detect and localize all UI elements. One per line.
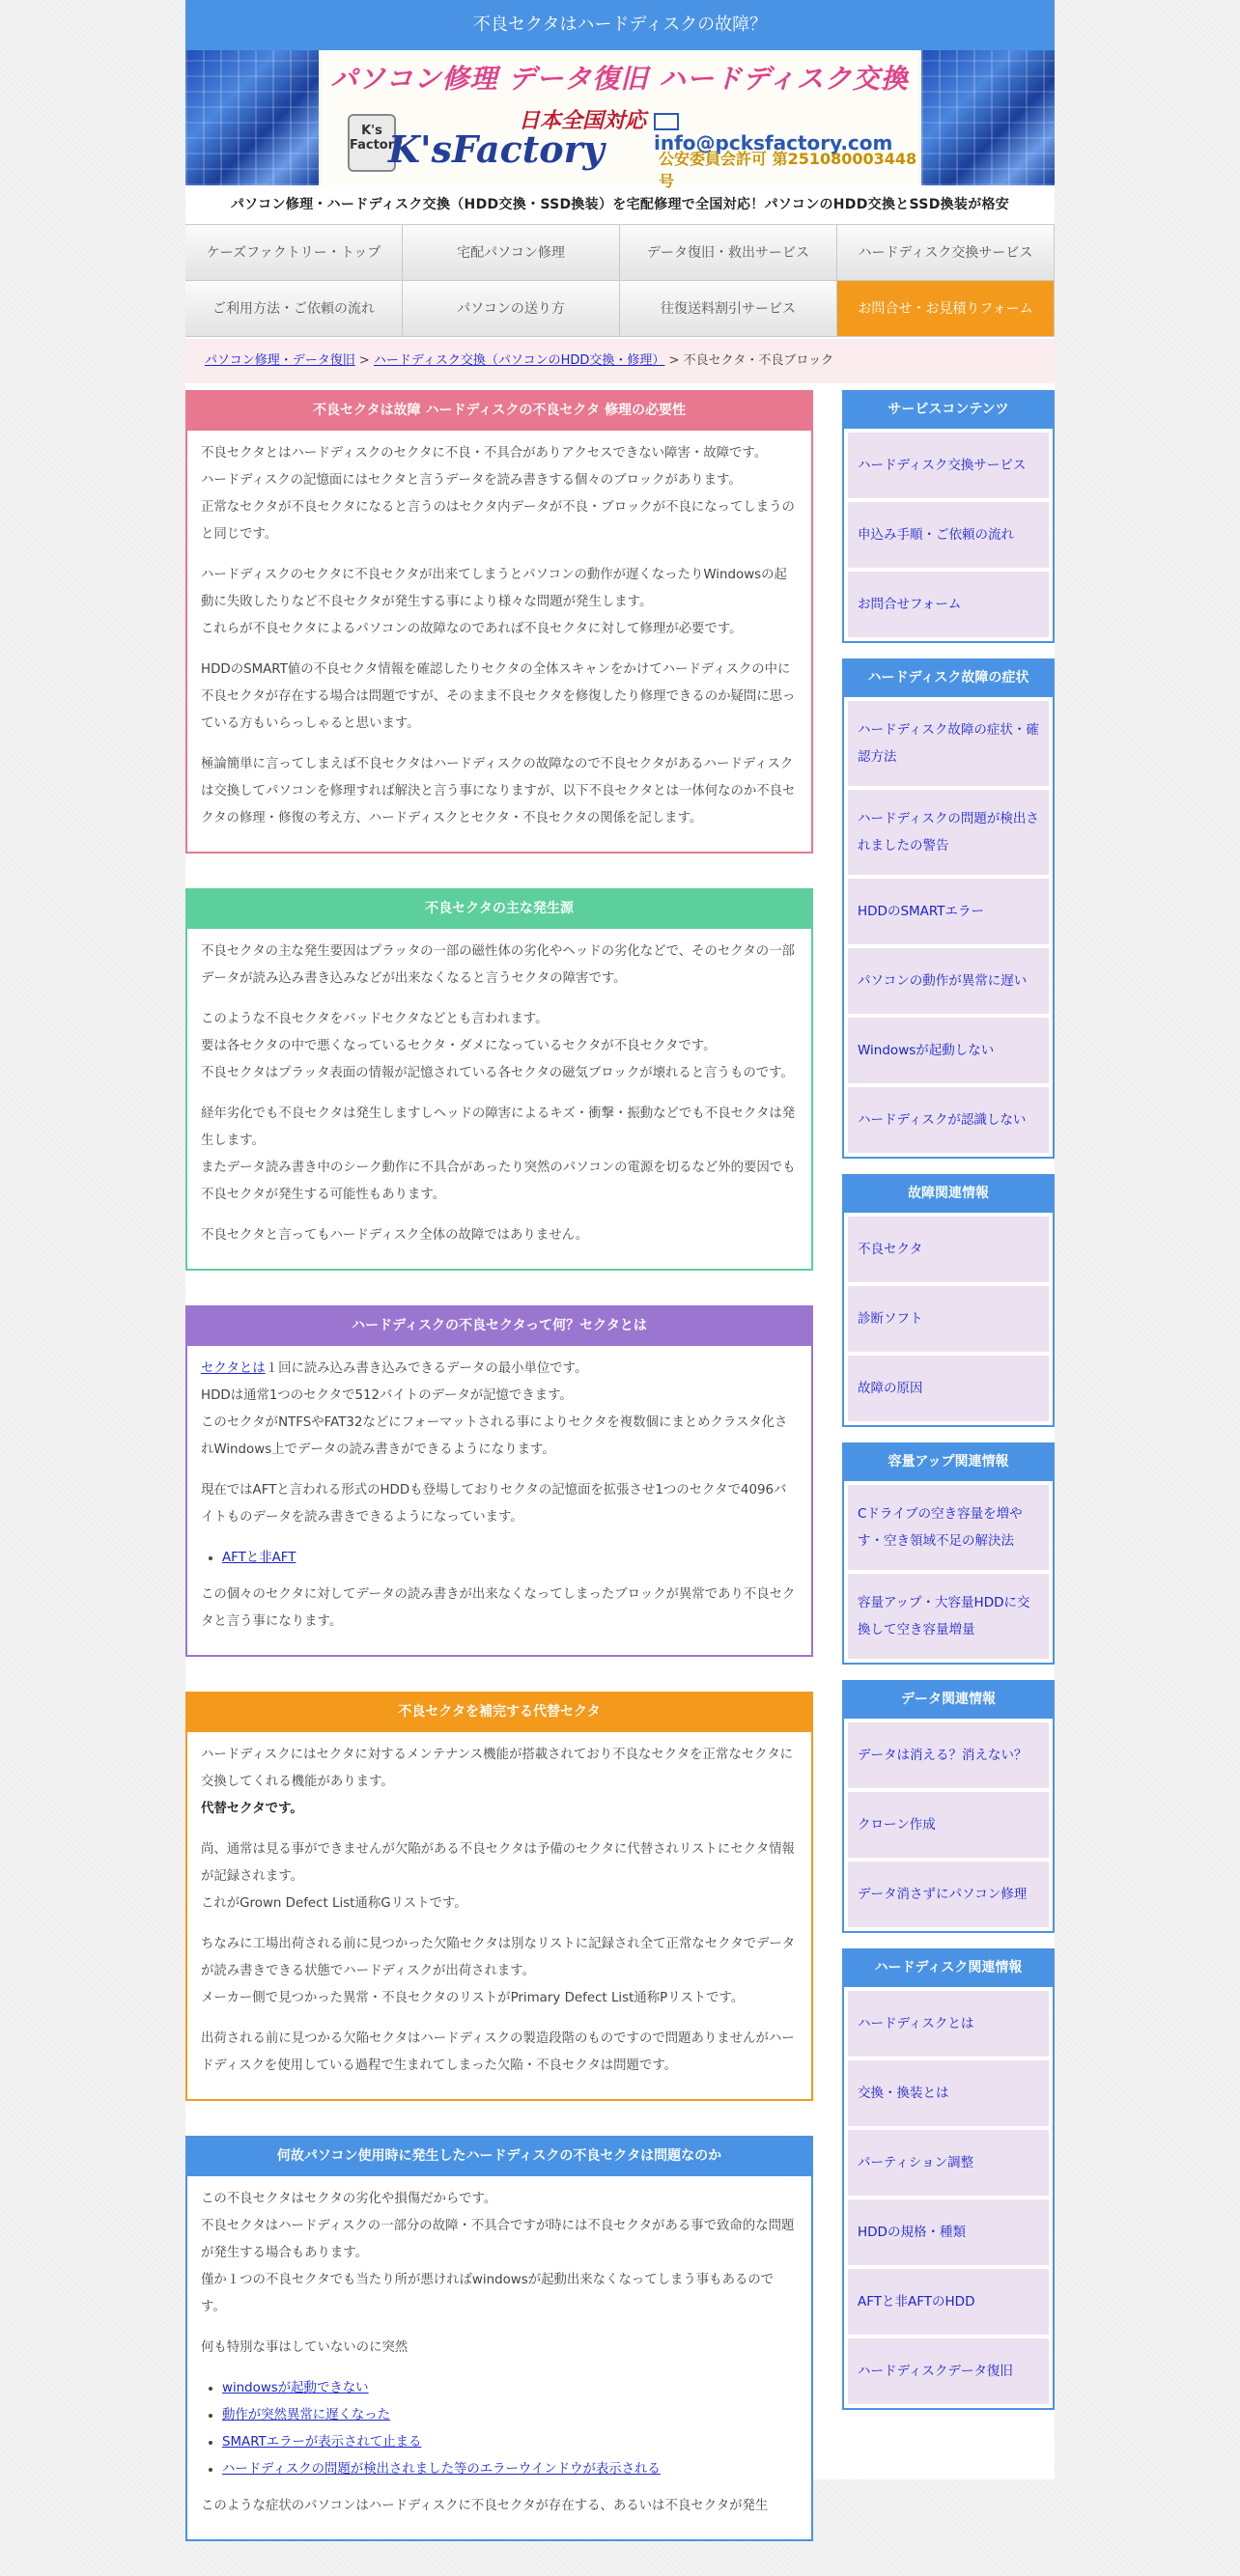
paragraph: 不良セクタとはハードディスクのセクタに不良・不具合がありアクセスできない障害・故障です。	[201, 446, 768, 461]
paragraph: 僅か１つの不良セクタでも当たり所が悪ければwindowsが起動出来なくなってしまう事もあるのです。	[201, 2273, 775, 2314]
nav-data-recovery[interactable]: データ復旧・救出サービス	[620, 225, 837, 281]
symptom-link[interactable]: SMARTエラーが表示されて止まる	[222, 2435, 422, 2450]
section-bad-sector-failure	[185, 390, 813, 854]
paragraph: 正常なセクタが不良セクタになると言うのはセクタ内データが不良・ブロックが不良になってしまうのと同じです。	[201, 500, 795, 542]
paragraph: またデータ読み書き中のシーク動作に不具合があったり突然のパソコンの電源を切るなど外的要因でも不良セクタが発生する可能性もあります。	[201, 1161, 796, 1202]
sidebar-link[interactable]: ハードディスクとは	[848, 1991, 1049, 2057]
paragraph: このような不良セクタをバッドセクタなどとも言われます。	[201, 1012, 549, 1026]
sidebar-link[interactable]: AFTと非AFTのHDD	[848, 2269, 1049, 2335]
sidebar-link[interactable]: 不良セクタ	[848, 1217, 1049, 1282]
breadcrumb-separator: >	[664, 353, 684, 368]
paragraph: このような症状のパソコンはハードディスクに不良セクタが存在する、あるいは不良セクタが発生	[201, 2499, 769, 2513]
section-bad-sector-causes	[185, 888, 813, 1271]
breadcrumb-separator: >	[354, 353, 374, 368]
page-title: 不良セクタはハードディスクの故障？	[185, 0, 1055, 50]
sidebar-link[interactable]: ハードディスクデータ復旧	[848, 2338, 1049, 2404]
paragraph: ハードディスクの記憶面にはセクタと言うデータを読み書きする個々のブロックがあります。	[201, 473, 742, 488]
section-heading: 不良セクタは故障 ハードディスクの不良セクタ 修理の必要性	[185, 390, 813, 431]
sidebar-link[interactable]: データ消さずにパソコン修理	[848, 1862, 1049, 1927]
sidebar-link[interactable]: パソコンの動作が異常に遅い	[848, 948, 1049, 1014]
keyboard-image-left	[185, 50, 319, 185]
sidebar-link[interactable]: ハードディスクが認識しない	[848, 1087, 1049, 1153]
paragraph: 出荷される前に見つかる欠陥セクタはハードディスクの製造段階のものですので問題ありませんがハードディスクを使用している過程で生まれてしまった欠陥・不良セクタは問題です。	[201, 2031, 795, 2073]
banner-main	[321, 50, 919, 190]
banner-brand: K'sFactory	[388, 127, 605, 171]
section-substitute-sector	[185, 1692, 813, 2101]
paragraph: ちなみに工場出荷される前に見つかった欠陥セクタは別なリストに記録され全て正常なセクタでデータが読み書きできる状態でハードディスクが出荷されます。	[201, 1937, 796, 1978]
sidebar-link[interactable]: HDDのSMARTエラー	[848, 879, 1049, 944]
symptom-link[interactable]: windowsが起動できない	[222, 2381, 369, 2395]
paragraph: １回に読み込み書き込みできるデータの最小単位です。	[265, 1361, 588, 1376]
nav-hdd-exchange[interactable]: ハードディスク交換サービス	[837, 225, 1055, 281]
sidebar-link[interactable]: ハードディスクの問題が検出されましたの警告	[848, 790, 1049, 875]
sidebar-heading: ハードディスク関連情報	[842, 1948, 1055, 1987]
paragraph: これがGrown Defect List通称Gリストです。	[201, 1896, 467, 1911]
sidebar-heading: データ関連情報	[842, 1680, 1055, 1719]
banner-area: 日本全国対応	[519, 109, 647, 133]
sidebar-link[interactable]: ハードディスク交換サービス	[848, 433, 1049, 498]
sidebar-link[interactable]: 故障の原因	[848, 1356, 1049, 1421]
sidebar-box-hdd-info	[842, 1948, 1055, 2410]
section-heading: 不良セクタの主な発生源	[185, 888, 813, 929]
nav-shipping[interactable]: パソコンの送り方	[403, 281, 620, 337]
nav-how-to-use[interactable]: ご利用方法・ご依頼の流れ	[185, 281, 403, 337]
sidebar-link[interactable]: ハードディスク故障の症状・確認方法	[848, 701, 1049, 786]
paragraph: HDDは通常1つのセクタで512バイトのデータが記憶できます。	[201, 1388, 573, 1403]
sidebar-box-symptoms	[842, 658, 1055, 1159]
paragraph: ハードディスクのセクタに不良セクタが出来てしまうとパソコンの動作が遅くなったりWindowsの起動に失敗したりなど不良セクタが発生する事により様々な問題が発生します。	[201, 568, 787, 609]
breadcrumb-current: 不良セクタ・不良ブロック	[683, 353, 834, 368]
section-what-is-sector	[185, 1305, 813, 1657]
keyboard-image-right	[921, 50, 1055, 185]
site-tagline: パソコン修理・ハードディスク交換（HDD交換・SSD換装）を宅配修理で全国対応！パソコンのHDD交換とSSD換装が格安	[230, 197, 1010, 212]
paragraph: 尚、通常は見る事ができませんが欠陥がある不良セクタは予備のセクタに代替されリストにセクタ情報が記録されます。	[201, 1842, 795, 1884]
sidebar-heading: ハードディスク故障の症状	[842, 658, 1055, 697]
banner-services: パソコン修理 データ復旧 ハードディスク交換	[330, 63, 909, 95]
main-content	[185, 390, 813, 2576]
paragraph: 要は各セクタの中で悪くなっているセクタ・ダメになっているセクタが不良セクタです。	[201, 1039, 717, 1053]
sidebar-link[interactable]: Cドライブの空き容量を増やす・空き領域不足の解決法	[848, 1485, 1049, 1570]
breadcrumb-hdd-link[interactable]: ハードディスク交換（パソコンのHDD交換・修理）	[373, 353, 665, 368]
page-wrapper	[185, 0, 1055, 2513]
section-heading: ハードディスクの不良セクタって何？セクタとは	[185, 1305, 813, 1346]
sidebar-link[interactable]: Windowsが起動しない	[848, 1018, 1049, 1083]
site-banner[interactable]	[185, 50, 1055, 190]
paragraph: 経年劣化でも不良セクタは発生しますしヘッドの障害によるキズ・衝撃・振動などでも不良セクタは発生します。	[201, 1106, 796, 1148]
sidebar-link[interactable]: 診断ソフト	[848, 1286, 1049, 1352]
nav-pc-repair[interactable]: 宅配パソコン修理	[403, 225, 620, 281]
nav-contact[interactable]: お問合せ・お見積りフォーム	[837, 281, 1055, 337]
paragraph: 不良セクタと言ってもハードディスク全体の故障ではありません。	[201, 1228, 589, 1243]
sidebar-box-capacity	[842, 1442, 1055, 1665]
symptom-link[interactable]: 動作が突然異常に遅くなった	[222, 2408, 391, 2422]
breadcrumb-home-link[interactable]: パソコン修理・データ復旧	[205, 353, 355, 368]
paragraph: 不良セクタの主な発生要因はプラッタの一部の磁性体の劣化やヘッドの劣化などで、そのセクタの一部データが読み込み書き込みなどが出来なくなると言うセクタの障害です。	[201, 944, 795, 986]
ksfactory-logo: K's Factory	[348, 114, 396, 172]
paragraph: 何も特別な事はしていないのに突然	[201, 2340, 409, 2355]
aft-link[interactable]: AFTと非AFT	[222, 1551, 296, 1565]
paragraph: この個々のセクタに対してデータの読み書きが出来なくなってしまったブロックが異常であり不良セクタと言う事になります。	[201, 1587, 796, 1629]
paragraph-bold: 代替セクタです。	[201, 1802, 303, 1816]
paragraph: HDDのSMART値の不良セクタ情報を確認したりセクタの全体スキャンをかけてハードディスクの中に不良セクタが存在する場合は問題ですが、そのまま不良セクタを修復したり修理できるのか疑問に思っている方もいらっしゃると思います。	[201, 662, 796, 731]
sidebar-box-failure-info	[842, 1174, 1055, 1427]
paragraph: 現在ではAFTと言われる形式のHDDも登場しておりセクタの記憶面を拡張させ1つのセクタで4096バイトものデータを読み書きできるようになっています。	[201, 1483, 787, 1525]
sidebar-heading: サービスコンテンツ	[842, 390, 1055, 429]
paragraph: この不良セクタはセクタの劣化や損傷だからです。	[201, 2192, 497, 2206]
sidebar-link[interactable]: 交換・換装とは	[848, 2060, 1049, 2126]
sidebar-box-data	[842, 1680, 1055, 1933]
main-nav	[185, 224, 1055, 337]
section-heading: 不良セクタを補完する代替セクタ	[185, 1692, 813, 1732]
sector-link[interactable]: セクタとは	[201, 1361, 266, 1376]
banner-license: 公安委員会許可 第251080003448号	[659, 150, 917, 190]
sidebar-link[interactable]: データは消える？消えない？	[848, 1722, 1049, 1788]
paragraph: ハードディスクにはセクタに対するメンテナンス機能が搭載されており不良なセクタを正常なセクタに交換してくれる機能があります。	[201, 1748, 794, 1789]
sidebar-heading: 容量アップ関連情報	[842, 1442, 1055, 1481]
section-why-problem	[185, 2136, 813, 2541]
sidebar-link[interactable]: パーティション調整	[848, 2130, 1049, 2196]
sidebar	[842, 390, 1055, 2425]
sidebar-link[interactable]: 容量アップ・大容量HDDに交換して空き容量増量	[848, 1574, 1049, 1659]
email-text: info@pcksfactory.com	[654, 131, 893, 154]
paragraph: 極論簡単に言ってしまえば不良セクタはハードディスクの故障なので不良セクタがあるハードディスクは交換してパソコンを修理すれば解決と言う事になりますが、以下不良セクタとは一体何なのか不良セクタの修理・修復の考え方、ハードディスクとセクタ・不良セクタの関係を記します。	[201, 757, 796, 826]
mail-icon	[654, 113, 679, 130]
sidebar-box-services	[842, 390, 1055, 643]
sidebar-link[interactable]: 申込み手順・ご依頼の流れ	[848, 502, 1049, 568]
paragraph: このセクタがNTFSやFAT32などにフォーマットされる事によりセクタを複数個にまとめクラスタ化されWindows上でデータの読み書きができるようになります。	[201, 1415, 788, 1457]
nav-shipping-discount[interactable]: 往復送料割引サービス	[620, 281, 837, 337]
sidebar-link[interactable]: お問合せフォーム	[848, 572, 1049, 637]
paragraph: メーカー側で見つかった異常・不良セクタのリストがPrimary Defect List通称Pリストです。	[201, 1991, 745, 2005]
paragraph: 不良セクタはプラッタ表面の情報が記憶されている各セクタの磁気ブロックが壊れると言うものです。	[201, 1066, 794, 1080]
section-heading: 何故パソコン使用時に発生したハードディスクの不良セクタは問題なのか	[185, 2136, 813, 2176]
sidebar-link[interactable]: クローン作成	[848, 1792, 1049, 1858]
sidebar-heading: 故障関連情報	[842, 1174, 1055, 1213]
symptom-link-list	[222, 2375, 798, 2483]
symptom-link[interactable]: ハードディスクの問題が検出されました等のエラーウインドウが表示される	[222, 2462, 661, 2477]
breadcrumb	[185, 339, 1055, 383]
nav-top[interactable]: ケーズファクトリー・トップ	[185, 225, 403, 281]
sidebar-link[interactable]: HDDの規格・種類	[848, 2199, 1049, 2265]
link-list	[222, 1545, 798, 1572]
paragraph: これらが不良セクタによるパソコンの故障なのであれば不良セクタに対して修理が必要です。	[201, 622, 743, 636]
paragraph: 不良セクタはハードディスクの一部分の故障・不具合ですが時には不良セクタがある事で致命的な問題が発生する場合もあります。	[201, 2219, 795, 2260]
